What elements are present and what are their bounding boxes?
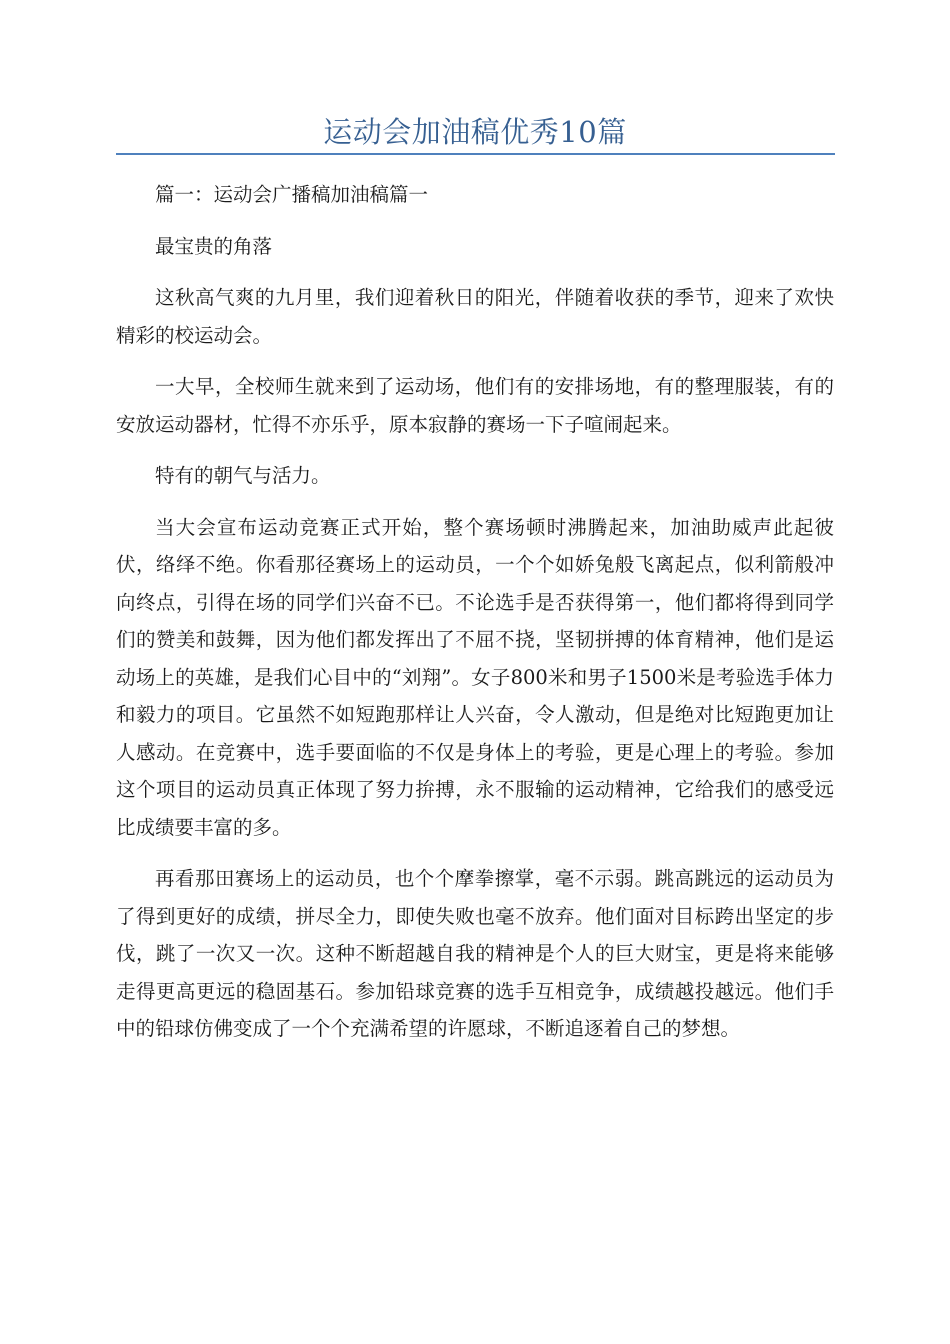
body-paragraph: 一大早，全校师生就来到了运动场，他们有的安排场地，有的整理服装，有的安放运动器材，忙得不亦乐乎，原本寂静的赛场一下子喧闹起来。	[116, 375, 834, 436]
document-body	[116, 176, 834, 1048]
body-paragraph: 再看那田赛场上的运动员，也个个摩拳擦掌，毫不示弱。跳高跳远的运动员为了得到更好的成绩，拼尽全力，即使失败也毫不放弃。他们面对目标跨出坚定的步伐，跳了一次又一次。这种不断超越自我的精神是个人的巨大财宝，更是将来能够走得更高更远的稳固基石。参加铅球竞赛的选手互相竞争，成绩越投越远。他们手中的铅球仿佛变成了一个个充满希望的许愿球，不断追逐着自己的梦想。	[116, 867, 834, 1040]
body-paragraph: 当大会宣布运动竞赛正式开始，整个赛场顿时沸腾起来，加油助威声此起彼伏，络绎不绝。你看那径赛场上的运动员，一个个如娇兔般飞离起点，似利箭般冲向终点，引得在场的同学们兴奋不已。不论选手是否获得第一，他们都将得到同学们的赞美和鼓舞，因为他们都发挥出了不屈不挠，坚韧拼搏的体育精神，他们是运动场上的英雄，是我们心目中的“刘翔”。女子800米和男子1500米是考验选手体力和毅力的项目。它虽然不如短跑那样让人兴奋，令人激动，但是绝对比短跑更加让人感动。在竞赛中，选手要面临的不仅是身体上的考验，更是心理上的考验。参加这个项目的运动员真正体现了努力拚搏，永不服输的运动精神，它给我们的感受远比成绩要丰富的多。	[116, 515, 834, 839]
body-paragraph: 特有的朝气与活力。	[155, 464, 331, 487]
section-heading: 篇一：运动会广播稿加油稿篇一	[155, 183, 429, 206]
title-underline	[116, 153, 835, 155]
document-title: 运动会加油稿优秀10篇	[323, 115, 627, 149]
body-paragraph: 这秋高气爽的九月里，我们迎着秋日的阳光，伴随着收获的季节，迎来了欢快精彩的校运动会。	[116, 286, 834, 347]
essay-title: 最宝贵的角落	[155, 234, 273, 258]
